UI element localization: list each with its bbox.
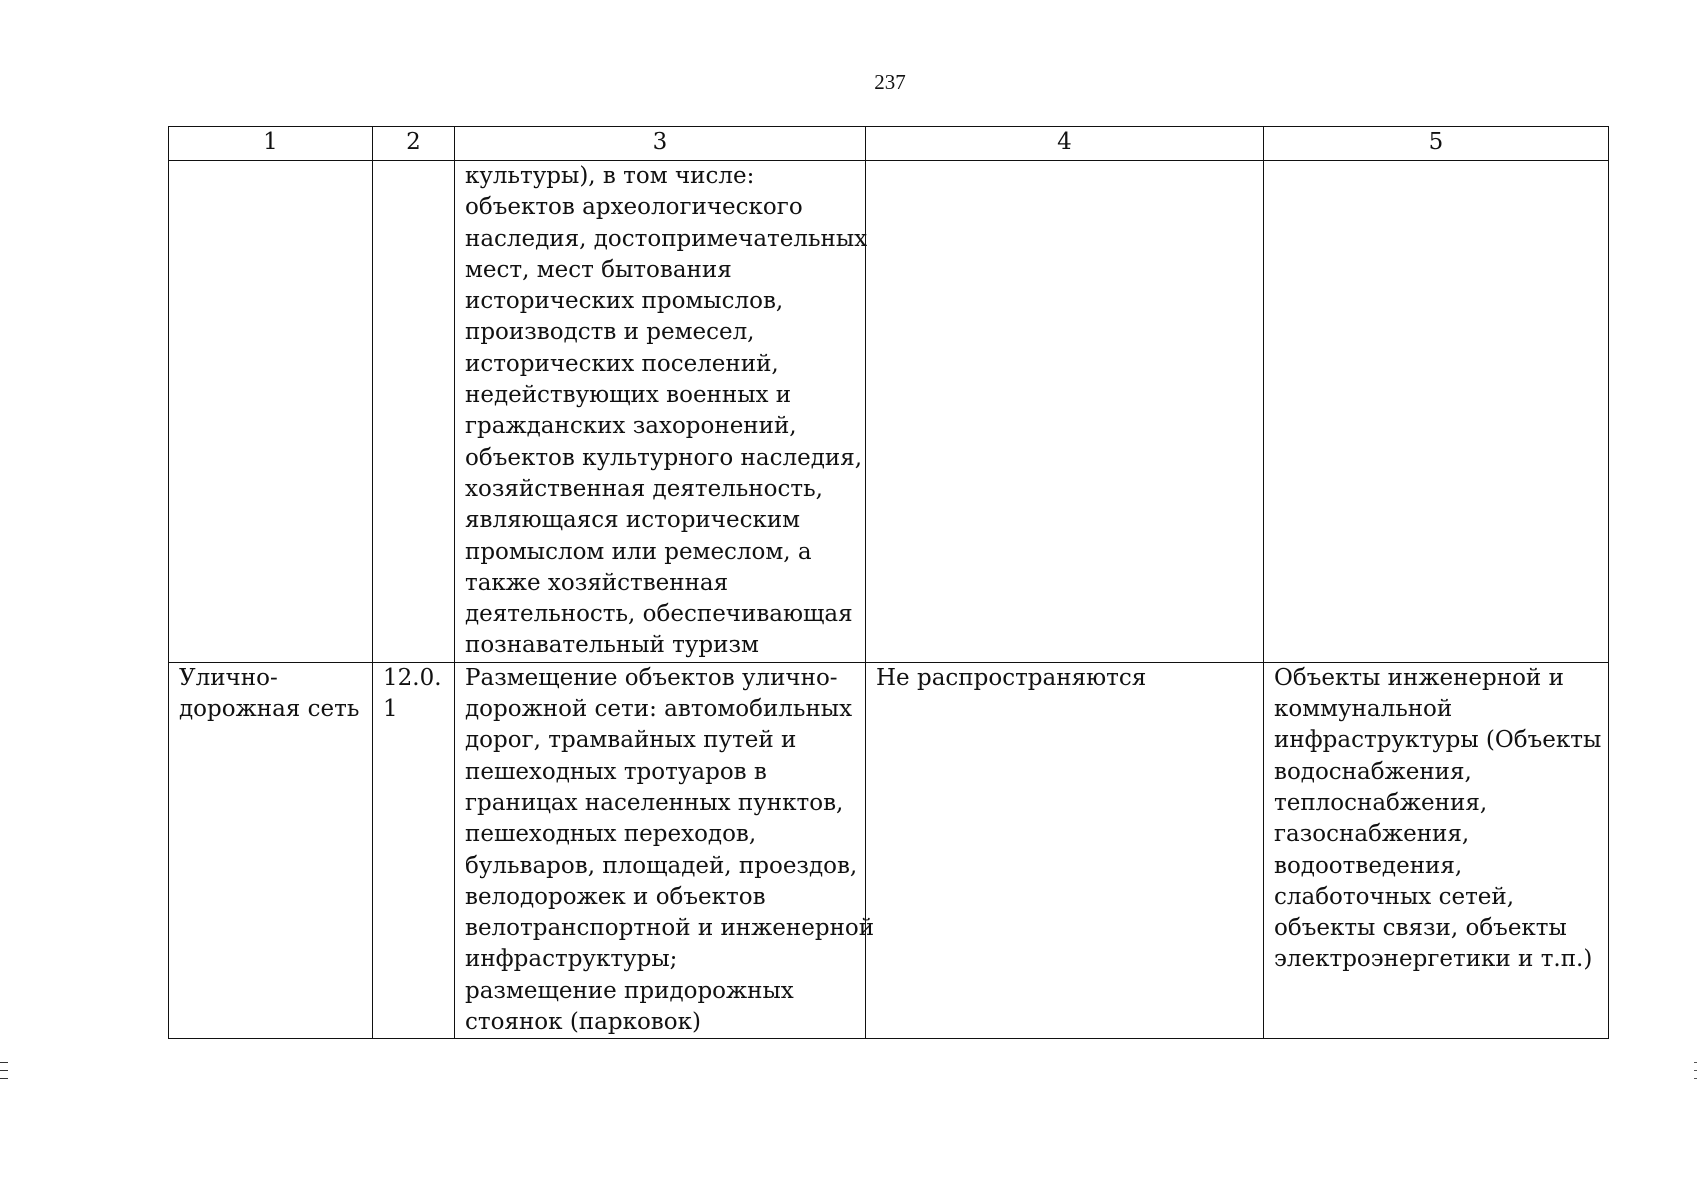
header-cell-5: 5 <box>1264 127 1609 161</box>
cell-text-line: объектов археологического <box>465 194 803 221</box>
cell-text-line: инфраструктуры; <box>465 946 678 973</box>
cell-text-line: коммунальной <box>1274 696 1453 723</box>
cell-text-line: производств и ремесел, <box>465 319 755 346</box>
page-number: 237 <box>874 70 906 94</box>
cell-text-line: наследия, достопримечательных <box>465 225 868 252</box>
cell-text-line: Улично- <box>179 664 278 691</box>
cell-text-line: размещение придорожных <box>465 977 794 1004</box>
cell-text-line: Не распространяются <box>876 664 1147 691</box>
cell-text-line: инфраструктуры (Объекты <box>1274 727 1602 754</box>
header-cell-2: 2 <box>373 127 455 161</box>
cell-text-line: водоснабжения, <box>1274 758 1472 785</box>
cell-text-line: гражданских захоронений, <box>465 413 797 440</box>
cell-text-line: объектов культурного наследия, <box>465 444 863 471</box>
cell-text-line: объекты связи, объекты <box>1274 915 1567 942</box>
cell-text-line: бульваров, площадей, проездов, <box>465 852 858 879</box>
cell-text-line: электроэнергетики и т.п.) <box>1274 946 1593 973</box>
cell-text-line: познавательный туризм <box>465 632 759 659</box>
auxiliary-uses-cell <box>1264 662 1609 1039</box>
description-cell <box>455 161 866 663</box>
cell-text-line: исторических промыслов, <box>465 288 784 315</box>
cell-text-line: также хозяйственная <box>465 569 729 596</box>
cell-text-line: газоснабжения, <box>1274 821 1470 848</box>
description-cell <box>455 662 875 1039</box>
cell-text-line: велодорожек и объектов <box>465 883 766 910</box>
cell-text-line: мест, мест бытования <box>465 256 732 283</box>
cell-text-line: стоянок (парковок) <box>465 1009 701 1036</box>
restrictions-cell <box>866 662 1264 1039</box>
cell-text-line: водоотведения, <box>1274 852 1463 879</box>
table-row <box>169 161 1609 663</box>
cell-text-line: Размещение объектов улично- <box>465 664 838 691</box>
cell-text-line: 1 <box>383 696 398 723</box>
header-cell-3: 3 <box>455 127 866 161</box>
cell-text-line: границах населенных пунктов, <box>465 789 844 816</box>
cell-text-line: промыслом или ремеслом, а <box>465 538 812 565</box>
cell-text-line: хозяйственная деятельность, <box>465 475 823 502</box>
header-cell-1: 1 <box>169 127 373 161</box>
cell-text-line: деятельность, обеспечивающая <box>465 601 853 628</box>
left-edge-marks <box>0 1062 8 1086</box>
cell-text-line: недействующих военных и <box>465 382 792 409</box>
code-cell <box>373 662 455 1039</box>
auxiliary-uses-cell <box>1264 161 1609 663</box>
cell-text-line: дорожной сети: автомобильных <box>465 696 853 723</box>
use-name-cell <box>169 662 373 1039</box>
cell-text-line: дорожная сеть <box>179 696 360 723</box>
cell-text-line: слаботочных сетей, <box>1274 883 1515 910</box>
cell-text-line: пешеходных тротуаров в <box>465 758 767 785</box>
cell-text-line: культуры), в том числе: <box>465 163 755 189</box>
cell-text-line: 12.0. <box>383 664 442 691</box>
cell-text-line: Объекты инженерной и <box>1274 664 1564 691</box>
table-row <box>169 662 1609 1039</box>
header-cell-4: 4 <box>866 127 1264 161</box>
cell-text-line: велотранспортной и инженерной <box>465 915 875 942</box>
cell-text-line: дорог, трамвайных путей и <box>465 727 797 754</box>
zoning-table <box>168 126 1609 1039</box>
cell-text-line: исторических поселений, <box>465 350 779 377</box>
header-row <box>169 127 1609 161</box>
code-cell <box>373 161 455 663</box>
cell-text-line: пешеходных переходов, <box>465 821 757 848</box>
restrictions-cell <box>866 161 1264 663</box>
cell-text-line: теплоснабжения, <box>1274 789 1488 816</box>
cell-text-line: являющаяся историческим <box>465 507 801 534</box>
use-name-cell <box>169 161 373 663</box>
